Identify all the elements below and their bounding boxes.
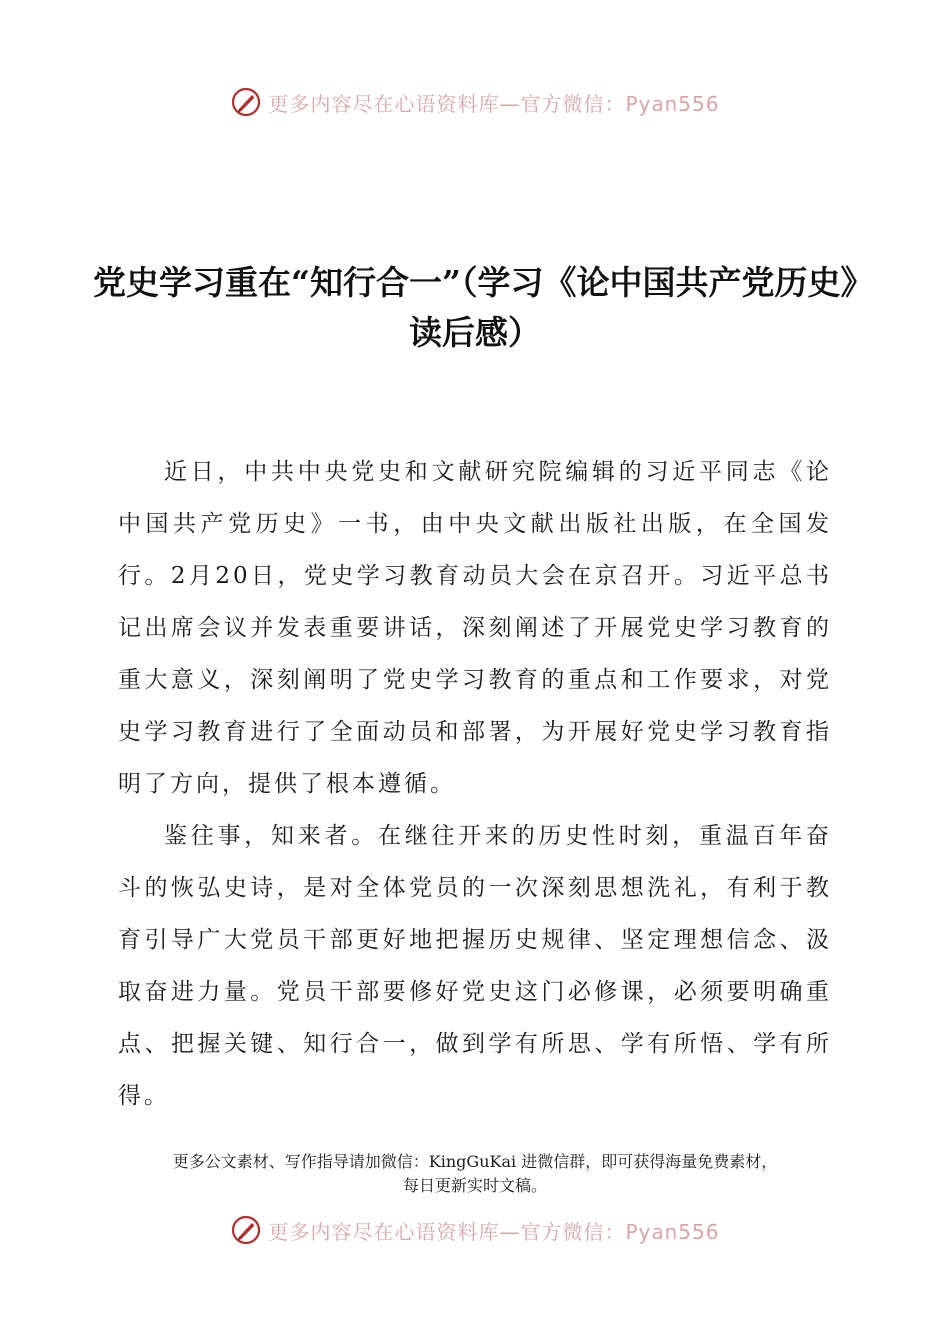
footer-banner — [0, 1210, 950, 1250]
paragraph-2: 鉴往事，知来者。在继往开来的历史性时刻，重温百年奋斗的恢弘史诗，是对全体党员的一次深刻思想洗礼，有利于教育引导广大党员干部更好地把握历史规律、坚定理想信念、汲取奋进力量。党员干部要修好党史这门必修课，必须要明确重点、把握关键、知行合一，做到学有所思、学有所悟、学有所得。 — [118, 823, 832, 1109]
pen-logo-icon — [230, 1214, 262, 1246]
banner-text: 更多内容尽在心语资料库—官方微信：Pyan556 — [268, 1219, 720, 1244]
header-banner — [0, 82, 950, 122]
footer-line-2: 每日更新实时文稿。 — [402, 1176, 547, 1195]
document-title: 党史学习重在“知行合一”（学习《论中国共产党历史》读后感） — [93, 263, 857, 352]
footer-line-1: 更多公文素材、写作指导请加微信：KingGuKai 进微信群，即可获得海量免费素材， — [172, 1152, 778, 1171]
paragraph-1: 近日，中共中央党史和文献研究院编辑的习近平同志《论中国共产党历史》一书，由中央文献出版社出版，在全国发行。2月20日，党史学习教育动员大会在京召开。习近平总书记出席会议并发表重要讲话，深刻阐述了开展党史学习教育的重大意义，深刻阐明了党史学习教育的重点和工作要求，对党史学习教育进行了全面动员和部署，为开展好党史学习教育指明了方向，提供了根本遵循。 — [118, 459, 832, 797]
pen-logo-icon — [230, 86, 262, 118]
banner-text: 更多内容尽在心语资料库—官方微信：Pyan556 — [268, 91, 720, 116]
document-body — [118, 446, 832, 1122]
footer-note — [100, 1150, 850, 1198]
